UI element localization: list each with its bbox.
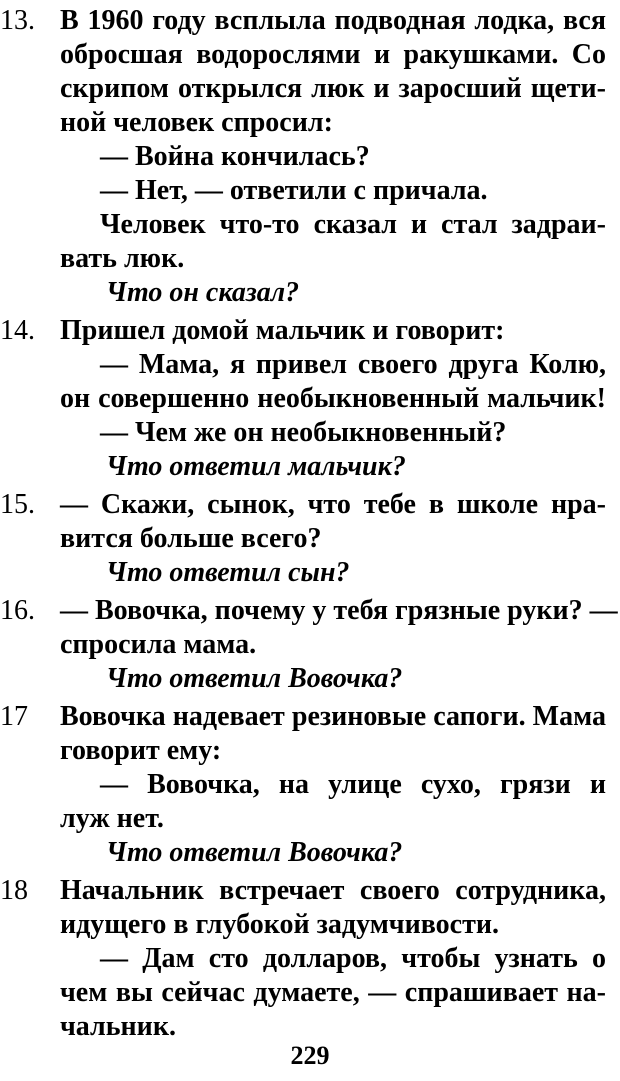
- text-line: Вовочка надевает резиновые сапоги. Мама: [60, 701, 606, 732]
- text-line: скрипом открылся люк и заросший щети-: [60, 73, 606, 104]
- text-line: Человек что-то сказал и стал задраи-: [100, 209, 606, 240]
- text-line: чальник.: [60, 1011, 176, 1042]
- text-line: вится больше всего?: [60, 523, 322, 554]
- dialogue-line: — Мама, я привел своего друга Колю,: [100, 349, 606, 380]
- text-line: В 1960 году всплыла подводная лодка, вся: [60, 5, 606, 36]
- text-line: Пришел домой мальчик и говорит:: [60, 315, 505, 346]
- item-number: 15.: [0, 489, 35, 520]
- text-line: спросила мама.: [60, 629, 257, 660]
- text-line: вать люк.: [60, 243, 185, 274]
- question-line: Что он сказал?: [106, 277, 300, 308]
- text-line: Начальник встречает своего сотрудника,: [60, 875, 606, 906]
- item-number: 16.: [0, 595, 35, 626]
- text-line: обросшая водорослями и ракушками. Со: [60, 39, 606, 70]
- item-number: 13.: [0, 5, 35, 36]
- text-line: идущего в глубокой задумчивости.: [60, 909, 499, 940]
- question-line: Что ответил сын?: [106, 557, 350, 588]
- dialogue-line: — Война кончилась?: [100, 141, 370, 172]
- item-number: 18: [0, 875, 28, 906]
- item-number: 14.: [0, 315, 35, 346]
- text-line: ной человек спросил:: [60, 107, 333, 138]
- dialogue-line: — Вовочка, на улице сухо, грязи и: [100, 769, 606, 800]
- question-line: Что ответил мальчик?: [106, 451, 406, 482]
- page-number: 229: [290, 1041, 330, 1070]
- text-line: чем вы сейчас думаете, — спрашивает на-: [60, 977, 606, 1008]
- question-line: Что ответил Вовочка?: [106, 663, 403, 694]
- text-line: говорит ему:: [60, 735, 222, 766]
- text-line: он совершенно необыкновенный мальчик!: [60, 383, 606, 414]
- dialogue-line: — Чем же он необыкновенный?: [100, 417, 507, 448]
- text-line: луж нет.: [60, 803, 164, 834]
- dialogue-line: — Скажи, сынок, что тебе в школе нра-: [60, 489, 606, 520]
- item-number: 17: [0, 701, 28, 732]
- question-line: Что ответил Вовочка?: [106, 837, 403, 868]
- dialogue-line: — Нет, — ответили с причала.: [100, 175, 488, 206]
- dialogue-line: — Дам сто долларов, чтобы узнать о: [100, 943, 606, 974]
- dialogue-line: — Вовочка, почему у тебя грязные руки? —: [60, 595, 618, 626]
